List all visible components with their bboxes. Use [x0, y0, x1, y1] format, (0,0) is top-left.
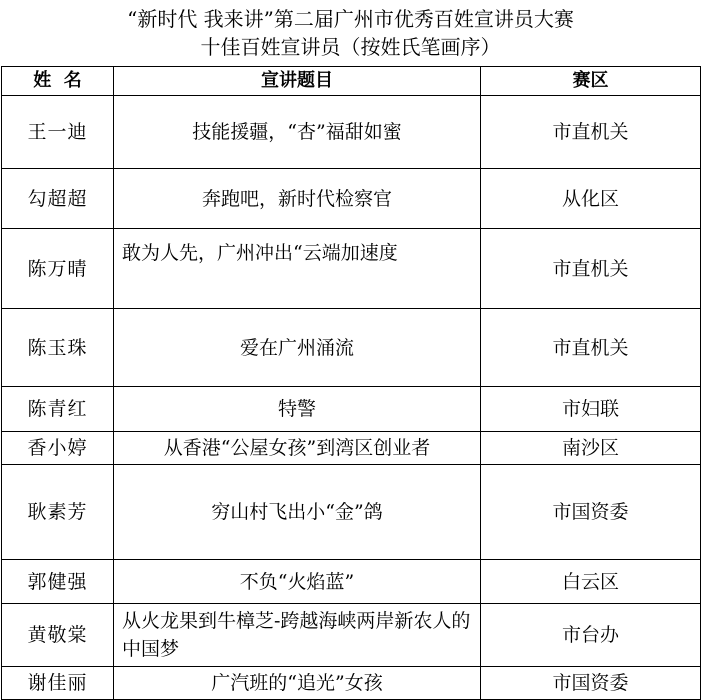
table-row: [2, 465, 701, 560]
cell-name: 勾超超: [2, 169, 114, 229]
cell-district: 从化区: [481, 169, 701, 229]
cell-name: 陈青红: [2, 387, 114, 432]
cell-name: 郭健强: [2, 560, 114, 604]
table-row: [2, 604, 701, 667]
cell-district: 市台办: [481, 604, 701, 667]
cell-name: 王一迪: [2, 96, 114, 169]
document-subtitle: 十佳百姓宣讲员（按姓氏笔画序）: [200, 35, 501, 59]
table-header-row: [2, 67, 701, 96]
cell-name: 陈万晴: [2, 229, 114, 309]
header-district: 赛区: [481, 67, 701, 96]
cell-name: 耿素芳: [2, 465, 114, 560]
cell-district: 市直机关: [481, 309, 701, 387]
cell-topic: 技能援疆，“杏”福甜如蜜: [114, 96, 481, 169]
cell-topic: 从火龙果到牛樟芝-跨越海峡两岸新农人的中国梦: [114, 604, 481, 667]
table-row: [2, 560, 701, 604]
cell-district: 白云区: [481, 560, 701, 604]
table-row: [2, 96, 701, 169]
table-row: [2, 387, 701, 432]
cell-district: 市直机关: [481, 96, 701, 169]
cell-district: 市国资委: [481, 465, 701, 560]
cell-topic: 广汽班的“追光”女孩: [114, 667, 481, 700]
table-row: [2, 229, 701, 309]
winners-table: [1, 66, 701, 700]
cell-district: 市国资委: [481, 667, 701, 700]
table-row: [2, 309, 701, 387]
cell-district: 市直机关: [481, 229, 701, 309]
cell-topic: 爱在广州涌流: [114, 309, 481, 387]
table-row: [2, 667, 701, 700]
cell-name: 黄敬棠: [2, 604, 114, 667]
cell-topic: 不负“火焰蓝”: [114, 560, 481, 604]
header-name: 姓 名: [2, 67, 114, 96]
cell-topic: 特警: [114, 387, 481, 432]
cell-name: 陈玉珠: [2, 309, 114, 387]
cell-topic: 从香港“公屋女孩”到湾区创业者: [114, 432, 481, 465]
document-title: “新时代 我来讲”第二届广州市优秀百姓宣讲员大赛: [127, 7, 574, 31]
cell-topic: 奔跑吧，新时代检察官: [114, 169, 481, 229]
cell-district: 南沙区: [481, 432, 701, 465]
cell-topic: 敢为人先，广州冲出“云端加速度: [114, 229, 481, 309]
table-row: [2, 169, 701, 229]
cell-district: 市妇联: [481, 387, 701, 432]
table-row: [2, 432, 701, 465]
header-topic: 宣讲题目: [114, 67, 481, 96]
cell-name: 香小婷: [2, 432, 114, 465]
cell-topic: 穷山村飞出小“金”鸽: [114, 465, 481, 560]
cell-name: 谢佳丽: [2, 667, 114, 700]
